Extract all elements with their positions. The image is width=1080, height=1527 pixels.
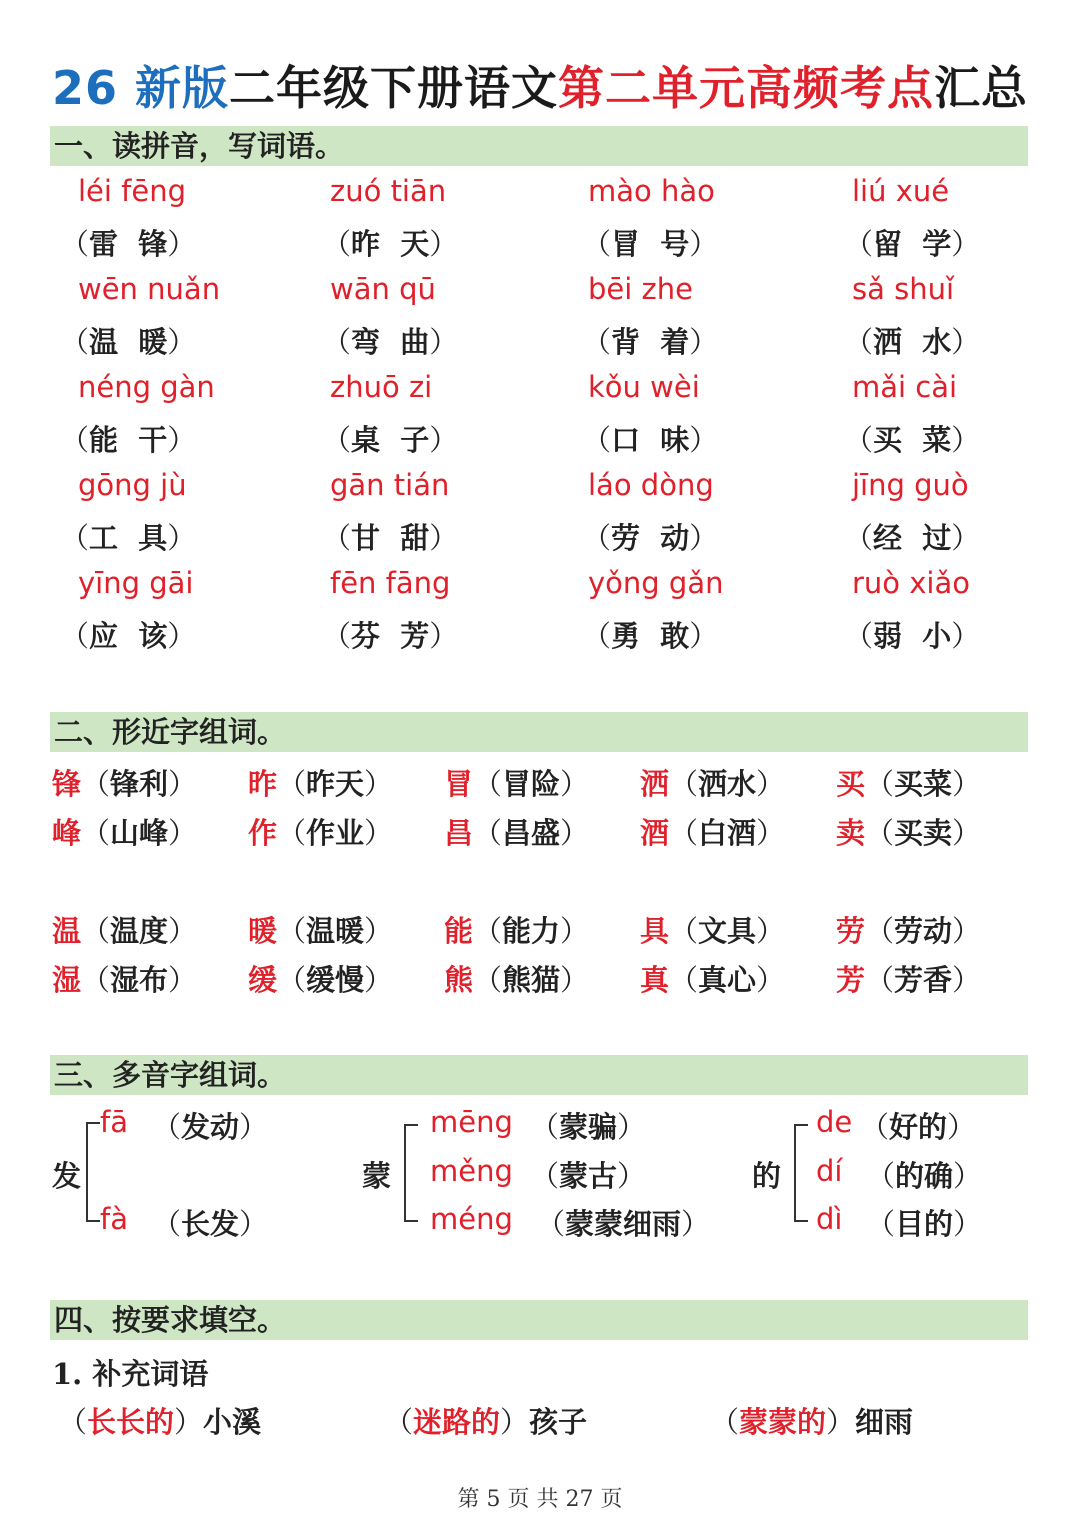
- pinyin-text: gān tián: [330, 468, 450, 502]
- similar-char-item: 湿（湿布）: [52, 963, 198, 997]
- word-answer: （弱 小）: [844, 619, 981, 653]
- pinyin-text: ruò xiǎo: [852, 566, 970, 600]
- pinyin-text: jīng guò: [852, 468, 969, 502]
- word-answer: （应 该）: [60, 619, 197, 653]
- title-part-3: 第二单元高频考点: [558, 61, 935, 115]
- similar-char-item: 劳（劳动）: [836, 914, 982, 948]
- polyphone-word: （好的）: [860, 1110, 977, 1144]
- pinyin-text: mǎi cài: [852, 370, 958, 404]
- polyphone-pinyin: měng: [430, 1154, 513, 1188]
- polyphone-pinyin: méng: [430, 1202, 513, 1236]
- word-answer: （冒 号）: [582, 227, 719, 261]
- polyphone-pinyin: fā: [100, 1105, 128, 1139]
- page-title: [0, 52, 1080, 118]
- pinyin-text: yǒng gǎn: [588, 566, 724, 600]
- polyphone-pinyin: de: [816, 1105, 853, 1139]
- pinyin-text: sǎ shuǐ: [852, 272, 955, 306]
- polyphone-char: 蒙: [362, 1159, 392, 1193]
- word-answer: （雷 锋）: [60, 227, 197, 261]
- polyphone-pinyin: dí: [816, 1154, 843, 1188]
- polyphone-pinyin: fà: [100, 1202, 128, 1236]
- section-1-header: 一、读拼音，写词语。: [50, 126, 1028, 166]
- pinyin-text: gōng jù: [78, 468, 187, 502]
- pinyin-text: léi fēng: [78, 174, 187, 208]
- word-answer: （洒 水）: [844, 325, 981, 359]
- polyphone-word: （蒙古）: [530, 1159, 647, 1193]
- polyphone-word: （蒙蒙细雨）: [536, 1207, 711, 1241]
- word-answer: （劳 动）: [582, 521, 719, 555]
- similar-char-item: 缓（缓慢）: [248, 963, 394, 997]
- word-answer: （能 干）: [60, 423, 197, 457]
- similar-char-item: 锋（锋利）: [52, 767, 198, 801]
- word-answer: （工 具）: [60, 521, 197, 555]
- word-answer: （甘 甜）: [322, 521, 459, 555]
- pinyin-text: fēn fāng: [330, 566, 451, 600]
- similar-char-item: 芳（芳香）: [836, 963, 982, 997]
- bracket-line: [794, 1124, 796, 1222]
- word-answer: （桌 子）: [322, 423, 459, 457]
- similar-char-item: 卖（买卖）: [836, 816, 982, 850]
- pinyin-text: zuó tiān: [330, 174, 447, 208]
- polyphone-pinyin: dì: [816, 1202, 843, 1236]
- bracket-tick: [86, 1122, 100, 1124]
- similar-char-item: 作（作业）: [248, 816, 394, 850]
- bracket-tick: [404, 1124, 418, 1126]
- polyphone-pinyin: mēng: [430, 1105, 513, 1139]
- polyphone-word: （目的）: [866, 1207, 983, 1241]
- section-4-header: 四、按要求填空。: [50, 1300, 1028, 1340]
- word-answer: （留 学）: [844, 227, 981, 261]
- word-answer: （经 过）: [844, 521, 981, 555]
- pinyin-text: wēn nuǎn: [78, 272, 221, 306]
- pinyin-text: liú xué: [852, 174, 950, 208]
- similar-char-item: 峰（山峰）: [52, 816, 198, 850]
- word-answer: （勇 敢）: [582, 619, 719, 653]
- section-3-header: 三、多音字组词。: [50, 1055, 1028, 1095]
- similar-char-item: 真（真心）: [640, 963, 786, 997]
- bracket-line: [86, 1122, 88, 1222]
- word-answer: （温 暖）: [60, 325, 197, 359]
- similar-char-item: 昨（昨天）: [248, 767, 394, 801]
- word-answer: （口 味）: [582, 423, 719, 457]
- similar-char-item: 昌（昌盛）: [444, 816, 590, 850]
- pinyin-text: láo dòng: [588, 468, 714, 502]
- similar-char-item: 买（买菜）: [836, 767, 982, 801]
- polyphone-char: 的: [752, 1159, 782, 1193]
- similar-char-item: 能（能力）: [444, 914, 590, 948]
- word-answer: （弯 曲）: [322, 325, 459, 359]
- pinyin-text: zhuō zi: [330, 370, 433, 404]
- bracket-tick: [794, 1124, 808, 1126]
- title-part-1: 26 新版: [51, 61, 230, 115]
- polyphone-word: （的确）: [866, 1159, 983, 1193]
- fill-item: （迷路的）孩子: [384, 1405, 588, 1439]
- similar-char-item: 熊（熊猫）: [444, 963, 590, 997]
- bracket-line: [404, 1124, 406, 1222]
- page-footer: 第 5 页 共 27 页: [457, 1487, 623, 1512]
- bracket-tick: [794, 1220, 808, 1222]
- polyphone-word: （蒙骗）: [530, 1110, 647, 1144]
- polyphone-char: 发: [52, 1159, 82, 1193]
- word-answer: （买 菜）: [844, 423, 981, 457]
- pinyin-text: kǒu wèi: [588, 370, 700, 404]
- similar-char-item: 洒（洒水）: [640, 767, 786, 801]
- fill-item: （蒙蒙的）细雨: [710, 1405, 914, 1439]
- pinyin-text: néng gàn: [78, 370, 215, 404]
- section-2-header: 二、形近字组词。: [50, 712, 1028, 752]
- fill-sub-title: 1. 补充词语: [52, 1357, 209, 1391]
- polyphone-word: （发动）: [152, 1110, 269, 1144]
- pinyin-text: mào hào: [588, 174, 715, 208]
- word-answer: （昨 天）: [322, 227, 459, 261]
- bracket-tick: [86, 1220, 100, 1222]
- pinyin-text: bēi zhe: [588, 272, 693, 306]
- pinyin-text: yīng gāi: [78, 566, 194, 600]
- similar-char-item: 冒（冒险）: [444, 767, 590, 801]
- title-part-2: 二年级下册语文: [229, 61, 559, 115]
- similar-char-item: 酒（白酒）: [640, 816, 786, 850]
- fill-item: （长长的）小溪: [58, 1405, 262, 1439]
- bracket-tick: [404, 1220, 418, 1222]
- similar-char-item: 温（温度）: [52, 914, 198, 948]
- similar-char-item: 具（文具）: [640, 914, 786, 948]
- title-part-4: 汇总: [934, 61, 1029, 115]
- word-answer: （芬 芳）: [322, 619, 459, 653]
- pinyin-text: wān qū: [330, 272, 436, 306]
- similar-char-item: 暖（温暖）: [248, 914, 394, 948]
- polyphone-word: （长发）: [152, 1207, 269, 1241]
- word-answer: （背 着）: [582, 325, 719, 359]
